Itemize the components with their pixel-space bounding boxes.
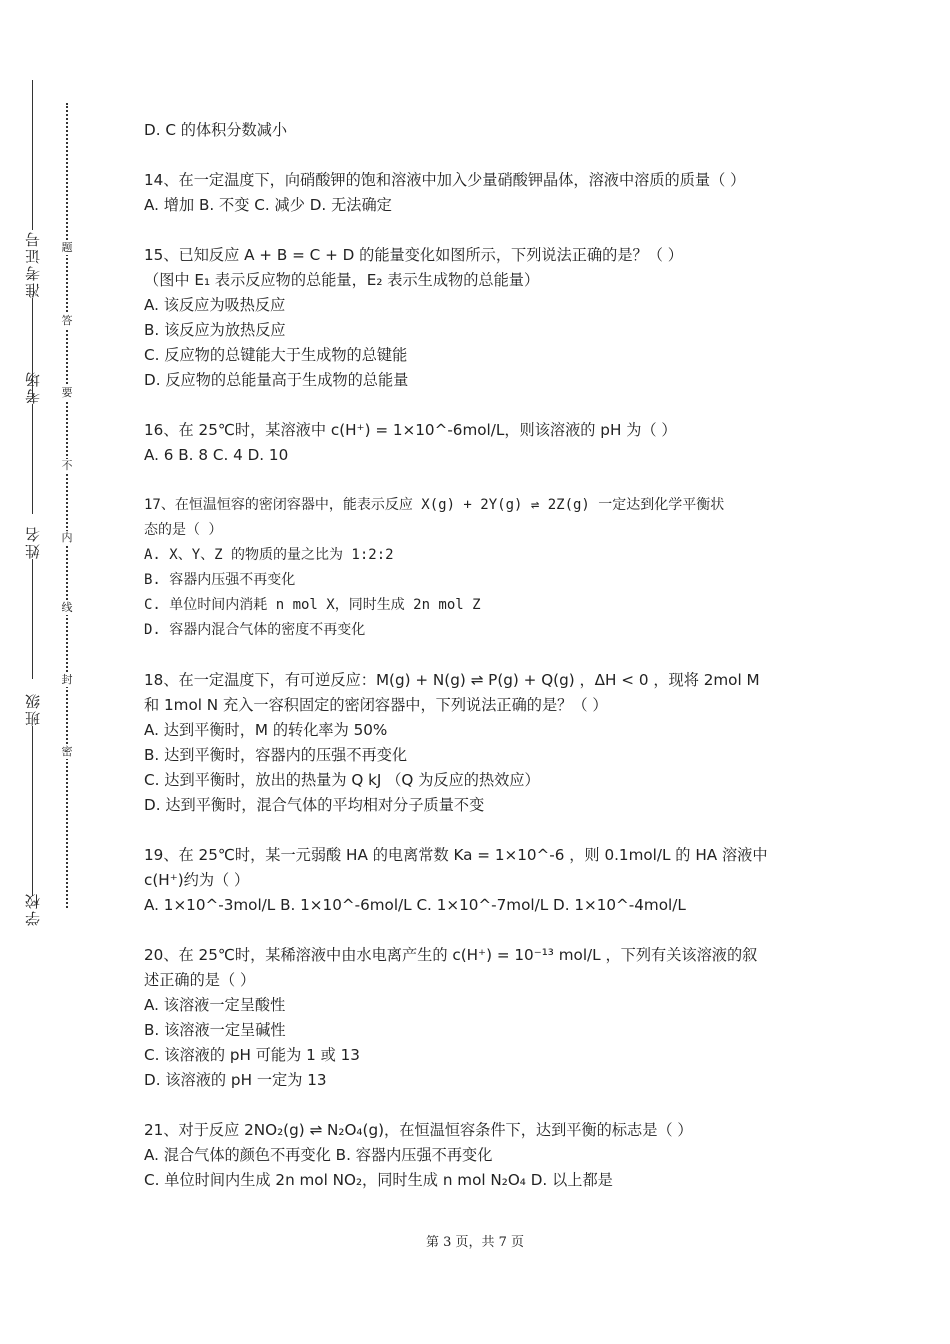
- seal-char: 封: [58, 673, 76, 687]
- question-block: [144, 493, 824, 643]
- exam-id-label: 准考证号: [23, 230, 42, 298]
- question-line: 14、在一定温度下，向硝酸钾的饱和溶液中加入少量硝酸钾晶体，溶液中溶质的质量（ ）: [144, 171, 746, 189]
- seal-char: 密: [58, 745, 76, 759]
- question-line: 述正确的是（ ）: [144, 971, 256, 989]
- question-line: D. 该溶液的 pH 一定为 13: [144, 1071, 327, 1089]
- question-line: B. 该反应为放热反应: [144, 321, 286, 339]
- question-line: 20、在 25℃时，某稀溶液中由水电离产生的 c(H⁺) = 10⁻¹³ mol/L ，下列有关该溶液的叙: [144, 946, 758, 964]
- exam-room-label-group: [16, 370, 48, 514]
- seal-char: 内: [58, 531, 76, 545]
- question-line: A. 该反应为吸热反应: [144, 296, 286, 314]
- question-line: A. 混合气体的颜色不再变化 B. 容器内压强不再变化: [144, 1146, 493, 1164]
- question-line: （图中 E₁ 表示反应物的总能量，E₂ 表示生成物的总能量）: [144, 271, 540, 289]
- exam-room-label: 考场: [23, 370, 42, 404]
- name-label: 姓名: [23, 525, 42, 559]
- question-line: B. 容器内压强不再变化: [144, 572, 296, 588]
- question-line: 和 1mol N 充入一容积固定的密闭容器中，下列说法正确的是？（ ）: [144, 696, 608, 714]
- seal-char: 不: [58, 459, 76, 473]
- question-line: D. 达到平衡时，混合气体的平均相对分子质量不变: [144, 796, 485, 814]
- class-label-group: [16, 692, 48, 896]
- question-line: A. 达到平衡时，M 的转化率为 50%: [144, 721, 388, 739]
- question-block: [144, 243, 824, 393]
- question-line: B. 该溶液一定呈碱性: [144, 1021, 286, 1039]
- question-block: [144, 668, 824, 818]
- fill-line: [32, 726, 33, 896]
- seal-char: 答: [58, 314, 76, 328]
- question-block: [144, 168, 824, 218]
- question-line: C. 单位时间内生成 2n mol NO₂，同时生成 n mol N₂O₄ D. 以上都是: [144, 1171, 613, 1189]
- binding-margin: [16, 80, 56, 940]
- question-line: D. 反应物的总能量高于生成物的总能量: [144, 371, 409, 389]
- exam-id-label-group: [16, 80, 48, 398]
- question-line: A. X、Y、Z 的物质的量之比为 1:2:2: [144, 547, 394, 563]
- question-block: [144, 843, 824, 918]
- question-line: c(H⁺)约为（ ）: [144, 871, 250, 889]
- question-line: C. 达到平衡时，放出的热量为 Q kJ （Q 为反应的热效应）: [144, 771, 540, 789]
- fill-line: [32, 80, 33, 230]
- class-label: 班级: [23, 692, 42, 726]
- seal-char: 题: [58, 241, 76, 255]
- seal-dotted-line: [66, 103, 68, 908]
- question-line: A. 该溶液一定呈酸性: [144, 996, 286, 1014]
- question-line: C. 反应物的总键能大于生成物的总键能: [144, 346, 408, 364]
- school-label-group: [16, 892, 48, 926]
- question-line: B. 达到平衡时，容器内的压强不再变化: [144, 746, 408, 764]
- fill-line: [32, 404, 33, 514]
- question-line: 19、在 25℃时，某一元弱酸 HA 的电离常数 Ka = 1×10^-6 ，则 0.1mol/L 的 HA 溶液中: [144, 846, 768, 864]
- question-line: C. 该溶液的 pH 可能为 1 或 13: [144, 1046, 360, 1064]
- question-block: [144, 418, 824, 468]
- question-line: 态的是（ ）: [144, 522, 223, 538]
- fill-line: [32, 559, 33, 679]
- question-line: A. 6 B. 8 C. 4 D. 10: [144, 446, 289, 464]
- question-line: 21、对于反应 2NO₂(g) ⇌ N₂O₄(g)，在恒温恒容条件下，达到平衡的标志是（ ）: [144, 1121, 693, 1139]
- question-list: [144, 118, 824, 1218]
- question-line: 15、已知反应 A + B = C + D 的能量变化如图所示，下列说法正确的是？（ ）: [144, 246, 683, 264]
- question-line: 16、在 25℃时，某溶液中 c(H⁺) = 1×10^-6mol/L，则该溶液的 pH 为（ ）: [144, 421, 677, 439]
- question-line: A. 1×10^-3mol/L B. 1×10^-6mol/L C. 1×10^-7mol/L D. 1×10^-4mol/L: [144, 896, 686, 914]
- question-line: 17、在恒温恒容的密闭容器中，能表示反应 X(g) + 2Y(g) ⇌ 2Z(g) 一定达到化学平衡状: [144, 497, 725, 513]
- question-block: [144, 943, 824, 1093]
- name-label-group: [16, 525, 48, 679]
- question-block: [144, 118, 824, 143]
- question-line: 18、在一定温度下，有可逆反应：M(g) + N(g) ⇌ P(g) + Q(g) ，ΔH < 0 ，现将 2mol M: [144, 671, 760, 689]
- question-line: D. C 的体积分数减小: [144, 121, 288, 139]
- question-line: A. 增加 B. 不变 C. 减少 D. 无法确定: [144, 196, 392, 214]
- page-footer: 第 3 页，共 7 页: [425, 1235, 525, 1250]
- seal-char: 线: [58, 601, 76, 615]
- question-line: C. 单位时间内消耗 n mol X，同时生成 2n mol Z: [144, 597, 481, 613]
- question-line: D. 容器内混合气体的密度不再变化: [144, 622, 366, 638]
- question-block: [144, 1118, 824, 1193]
- seal-char: 要: [58, 386, 76, 400]
- school-label: 学校: [23, 892, 42, 926]
